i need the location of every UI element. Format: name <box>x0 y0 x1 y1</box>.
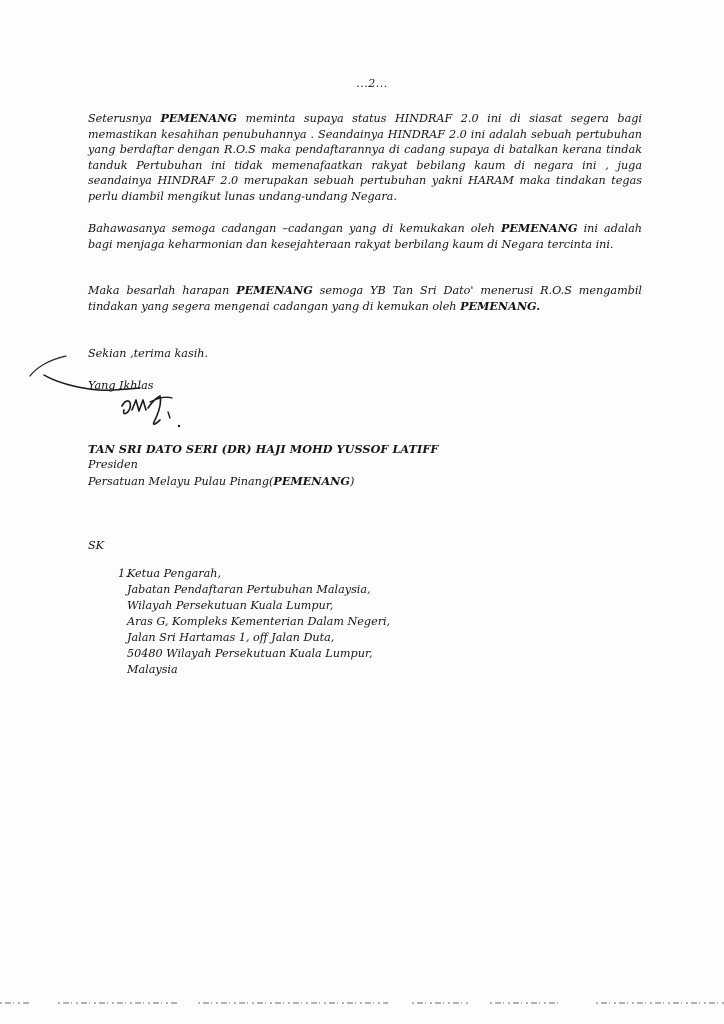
paragraph-text: Maka besarlah harapan <box>88 284 237 297</box>
closing-thanks: Sekian ,terima kasih. <box>88 347 209 360</box>
signatory-organization <box>88 473 438 490</box>
paragraph-text: Bahawasanya semoga cadangan –cadangan yang di kemukakan oleh <box>88 222 501 235</box>
address-line: Wilayah Persekutuan Kuala Lumpur, <box>127 599 334 612</box>
address-line: Malaysia <box>127 663 178 676</box>
signatory-block <box>88 441 438 490</box>
org-acronym: PEMENANG <box>500 221 578 235</box>
handwritten-signature <box>26 348 196 443</box>
closing-sincerely: Yang Ikhlas <box>88 379 154 392</box>
org-suffix: ) <box>349 475 355 488</box>
scan-edge-noise <box>0 998 724 1008</box>
signatory-title: Presiden <box>88 458 138 471</box>
signatory-name: TAN SRI DATO SERI (DR) HAJI MOHD YUSSOF LATIFF <box>88 442 439 456</box>
paragraph-text: ini adalah bagi menjaga keharmonian dan kesejahteraan rakyat berbilang kaum di Negara tercinta ini. <box>88 222 642 251</box>
cc-label: SK <box>88 539 105 552</box>
org-acronym: PEMENANG <box>160 111 237 125</box>
address-line: Aras G, Kompleks Kementerian Dalam Negeri, <box>127 615 391 628</box>
address-line: Ketua Pengarah, <box>127 567 222 580</box>
org-acronym: PEMENANG. <box>460 298 541 313</box>
org-acronym: PEMENANG <box>273 474 350 488</box>
address-line: 50480 Wilayah Persekutuan Kuala Lumpur, <box>127 647 373 660</box>
paragraph-text: meminta supaya status HINDRAF 2.0 ini di siasat segera bagi memastikan kesahihan penubuhannya . Seandainya HINDRAF 2.0 ini adalah sebuah pertubuhan yang berdaftar dengan R.O.S maka pendaftarannya di cadang supaya di batalkan kerana tindak tanduk Pertubuhan ini tidak memenafaatkan rakyat bebilang kaum di negara ini , juga seandainya HINDRAF 2.0 merupakan sebuah pertubuhan yakni HARAM maka tindakan tegas perlu diambil mengikut lunas undang-undang Negara. <box>88 112 643 203</box>
address-line: Jabatan Pendaftaran Pertubuhan Malaysia, <box>127 583 371 596</box>
cc-number: 1. <box>118 567 129 580</box>
paragraph-text: Seterusnya <box>88 112 161 125</box>
org-name: Persatuan Melayu Pulau Pinang( <box>88 475 274 488</box>
paragraph-status-investigation <box>88 111 642 204</box>
page-number: ...2... <box>356 77 388 90</box>
paragraph-harmony <box>88 221 642 252</box>
paragraph-text: semoga YB Tan Sri Dato' menerusi R.O.S mengambil tindakan yang segera mengenai cadangan yang di kemukan oleh <box>88 284 642 313</box>
org-acronym: PEMENANG <box>236 283 313 297</box>
address-line: Jalan Sri Hartamas 1, off Jalan Duta, <box>127 631 335 644</box>
cc-recipient <box>118 566 390 678</box>
paragraph-request-action <box>88 283 642 314</box>
